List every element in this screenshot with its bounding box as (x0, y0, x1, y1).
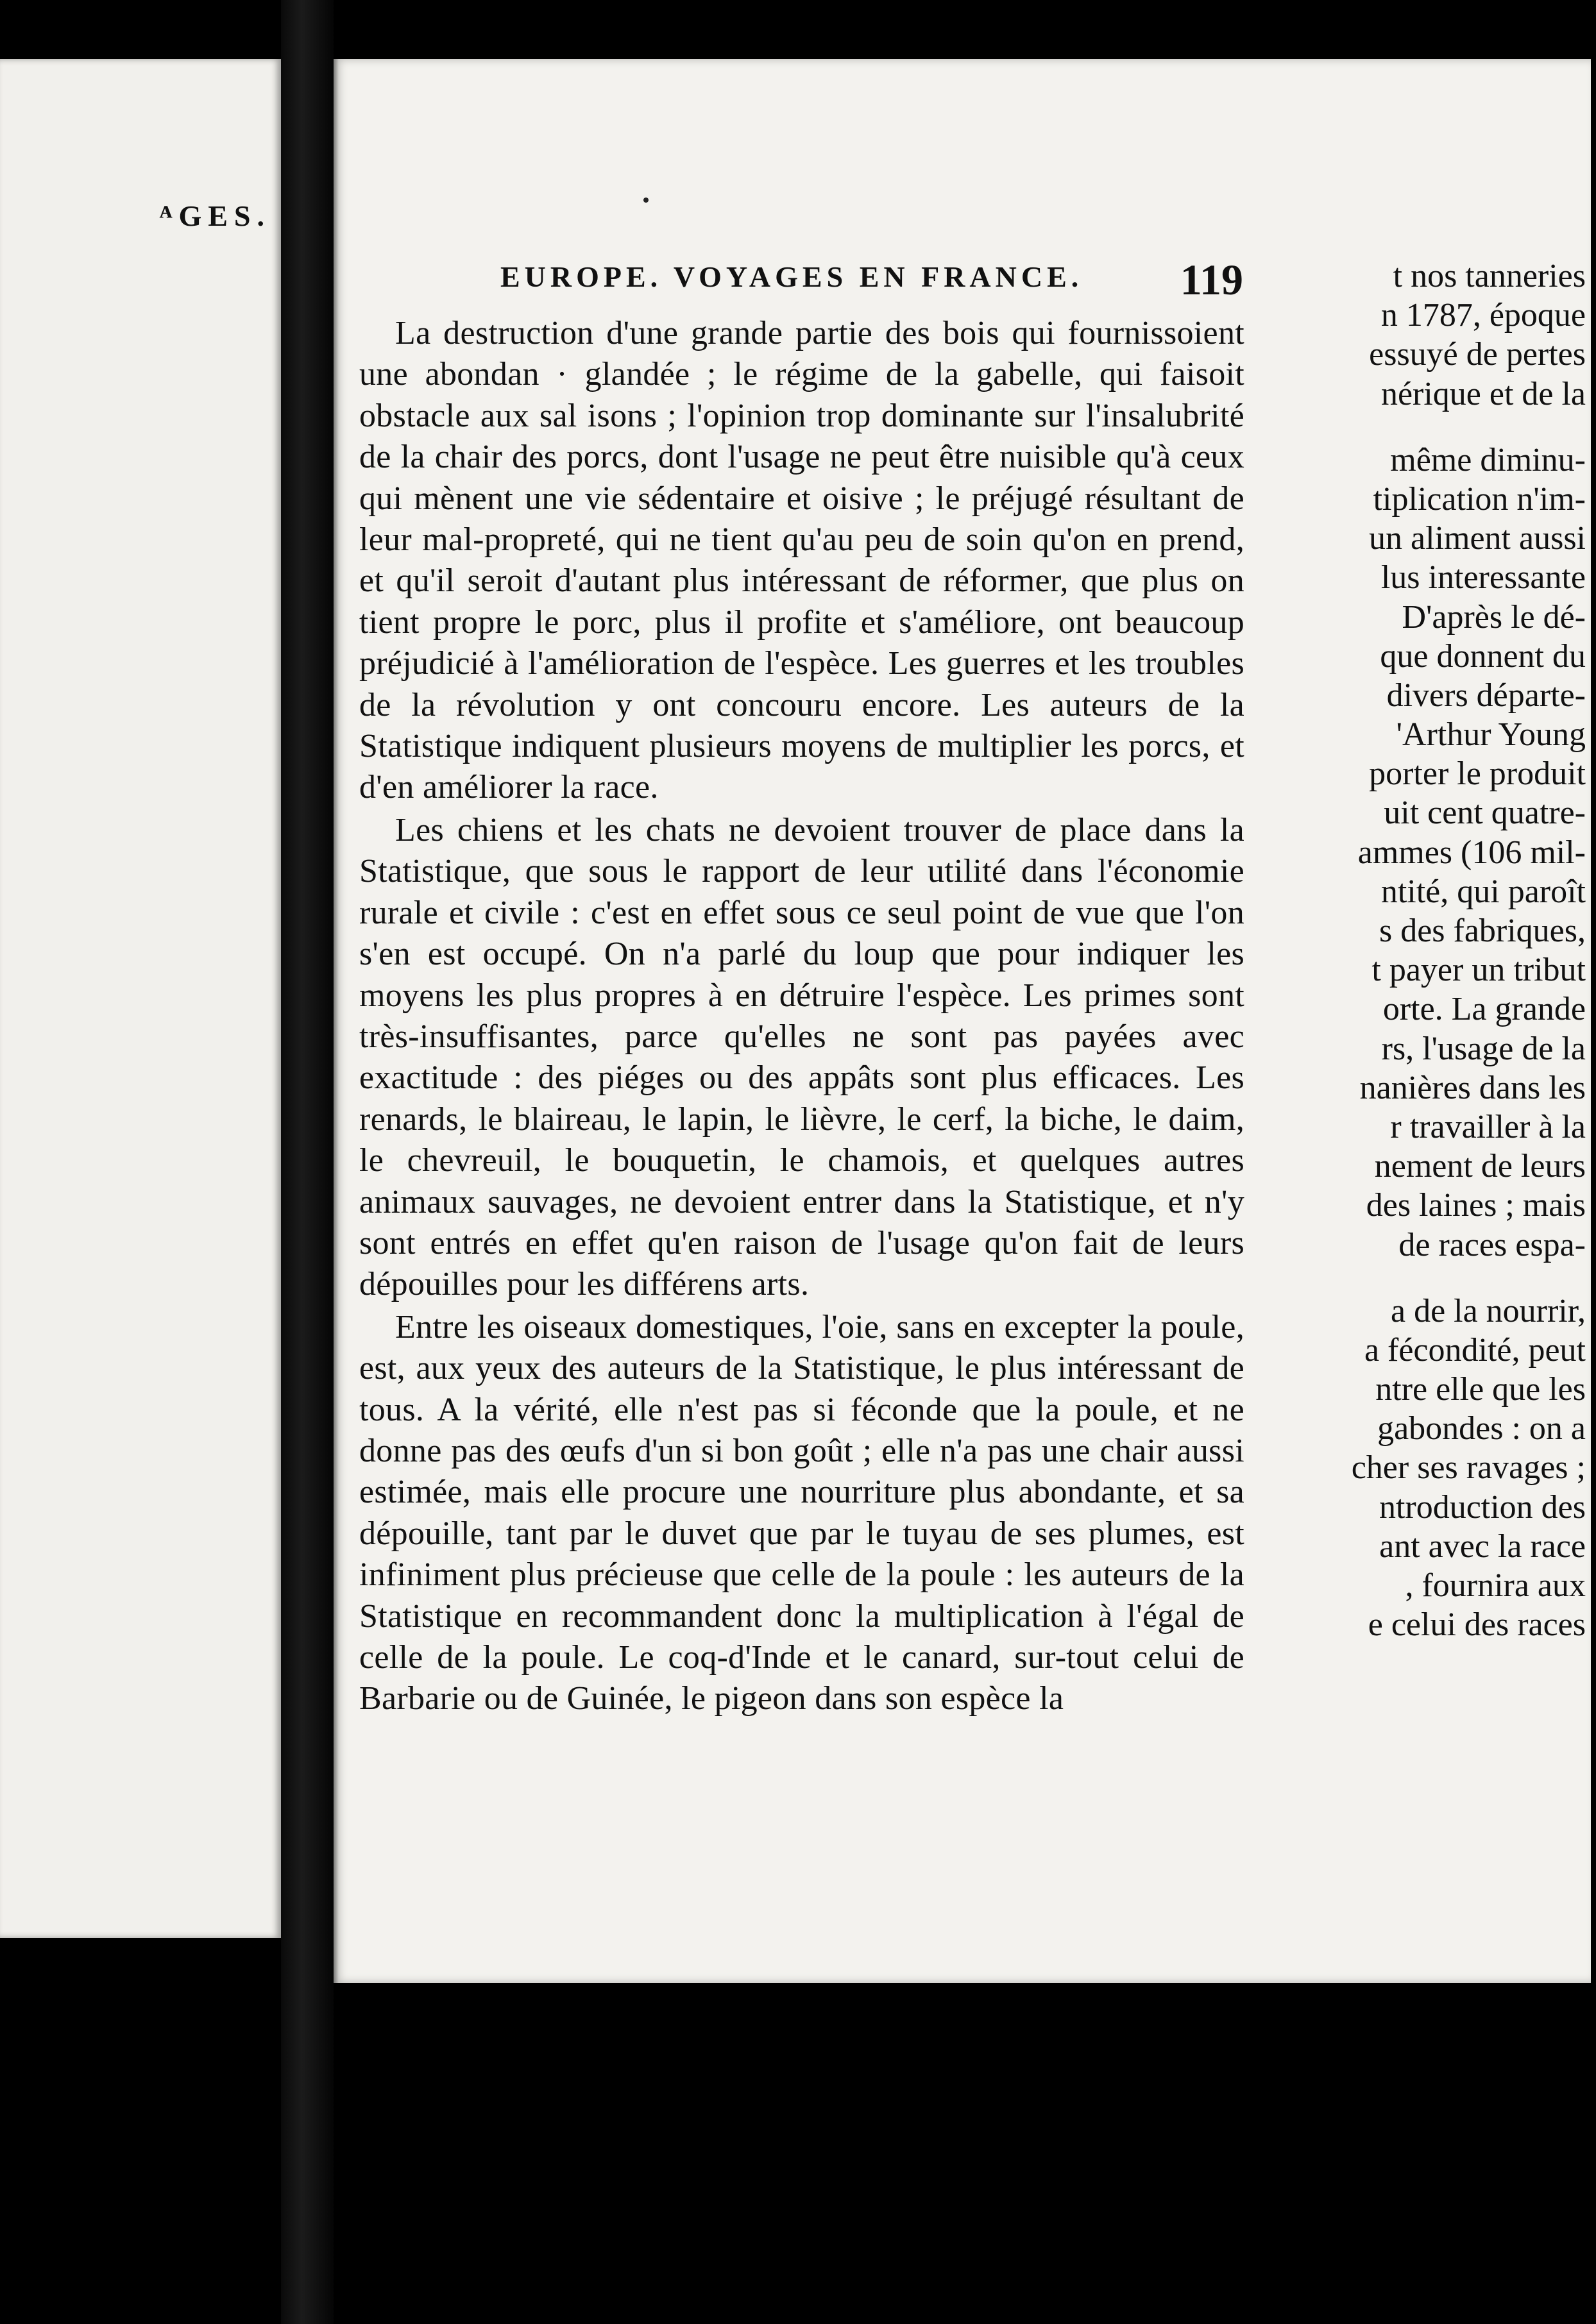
left-running-head: ᴬGES. (159, 199, 271, 232)
left-line: divers départe- (1386, 677, 1586, 714)
paragraph-pigs: La destruction d'une grande partie des bois qui fournissoient une abondan · glandée ; le régime de la gabelle, qui faisoit obstacle aux sal isons ; l'opinion trop dominante sur l'insalubrité de la chair des porcs, dont l'usage ne peut être nuisible qu'à ceux qui mènent une vie sédentaire et oisive ; le préjugé résultant de leur mal-propreté, qui ne tient qu'au peu de soin qu'on en prend, et qu'il seroit d'autant plus intéressant de réformer, que plus on tient propre le porc, plus il profite et s'améliore, ont beaucoup préjudicié à l'amélioration de l'espèce. Les guerres et les troubles de la révolution y ont concouru encore. Les auteurs de la Statistique indiquent plusieurs moyens de multiplier les porcs, et d'en améliorer la race. (359, 315, 1244, 806)
left-line: même diminu- (1390, 441, 1586, 478)
left-line: cher ses ravages ; (1351, 1449, 1586, 1486)
page-number: 119 (1180, 255, 1243, 304)
running-head: EUROPE. VOYAGES EN FRANCE. (500, 260, 1083, 293)
left-line: a fécondité, peut (1364, 1331, 1586, 1368)
left-page (0, 59, 281, 1938)
page-header (500, 255, 1243, 305)
left-line: t payer un tribut (1371, 952, 1586, 989)
book-gutter (281, 0, 334, 2324)
left-line: a de la nourrir, (1390, 1292, 1586, 1329)
left-line: nanières dans les (1359, 1069, 1586, 1106)
left-line: D'après le dé- (1402, 598, 1586, 636)
left-line: 'Arthur Young (1396, 716, 1586, 754)
left-line: r travailler à la (1390, 1108, 1586, 1145)
left-line: rs, l'usage de la (1381, 1030, 1586, 1067)
print-speck (643, 198, 649, 203)
left-line: porter le produit (1369, 755, 1586, 793)
left-line: orte. La grande (1382, 991, 1586, 1028)
left-line: de races espa- (1398, 1226, 1586, 1263)
left-line: , fournira aux (1405, 1567, 1586, 1604)
left-line: ntre elle que les (1375, 1371, 1586, 1408)
left-line: nérique et de la (1380, 375, 1586, 412)
body-text (359, 313, 1244, 1720)
left-line: n 1787, époque (1380, 297, 1586, 334)
left-line: ntroduction des (1379, 1488, 1586, 1526)
paragraph-birds: Entre les oiseaux domestiques, l'oie, sans en excepter la poule, est, aux yeux des auteurs de la Statistique, le plus intéressant de tous. A la vérité, elle n'est pas si féconde que la poule, et ne donne pas des œufs d'un si bon goût ; elle n'a pas une chair aussi estimée, mais elle procure une nourriture plus abondante, et sa dépouille, tant par le duvet que par le tuyau de ses plumes, est infiniment plus précieuse que celle de la poule : les auteurs de la Statistique en recommandent donc la multiplication à l'égal de celle de la poule. Le coq-d'Inde et le canard, sur-tout celui de Barbarie ou de Guinée, le pigeon dans son espèce la (359, 1308, 1244, 1717)
left-line: que donnent du (1380, 637, 1586, 675)
line-gap (1310, 414, 1586, 441)
line-gap (1310, 1265, 1586, 1292)
left-line: ant avec la race (1379, 1528, 1586, 1565)
left-line: ammes (106 mil- (1357, 834, 1586, 871)
left-line: t nos tanneries (1393, 258, 1586, 294)
left-line: essuyé de pertes (1369, 336, 1586, 373)
left-line: un aliment aussi (1369, 520, 1586, 557)
left-line: lus interessante (1380, 559, 1586, 596)
left-line: e celui des races (1368, 1606, 1586, 1644)
left-line: s des fabriques, (1379, 913, 1586, 949)
left-line: uit cent quatre- (1384, 795, 1586, 832)
left-line: nement de leurs (1374, 1148, 1586, 1185)
left-line: gabondes : on a (1377, 1410, 1586, 1447)
paragraph-dogs-cats: Les chiens et les chats ne devoient trouver de place dans la Statistique, que sous le rapport de leur utilité dans l'économie rurale et civile : c'est en effet sous ce seul point de vue que l'on s'en est occupé. On n'a parlé du loup que pour indiquer les moyens les plus propres à en détruire l'espèce. Les primes sont très-insuffisantes, parce qu'elles ne sont pas payées avec exactitude : des piéges ou des appâts sont plus efficaces. Les renards, le blaireau, le lapin, le lièvre, le cerf, la biche, le daim, le chevreuil, le bouquetin, le chamois, et quelques autres animaux sauvages, ne devoient entrer dans la Statistique, et n'y sont entrés en effet qu'en raison de l'usage qu'on fait de leurs dépouilles pour les différens arts. (359, 811, 1244, 1303)
left-line: des laines ; mais (1366, 1187, 1586, 1224)
left-line: ntité, qui paroît (1380, 873, 1586, 910)
left-page-text (1310, 257, 1586, 1644)
left-line: tiplication n'im- (1373, 480, 1586, 518)
